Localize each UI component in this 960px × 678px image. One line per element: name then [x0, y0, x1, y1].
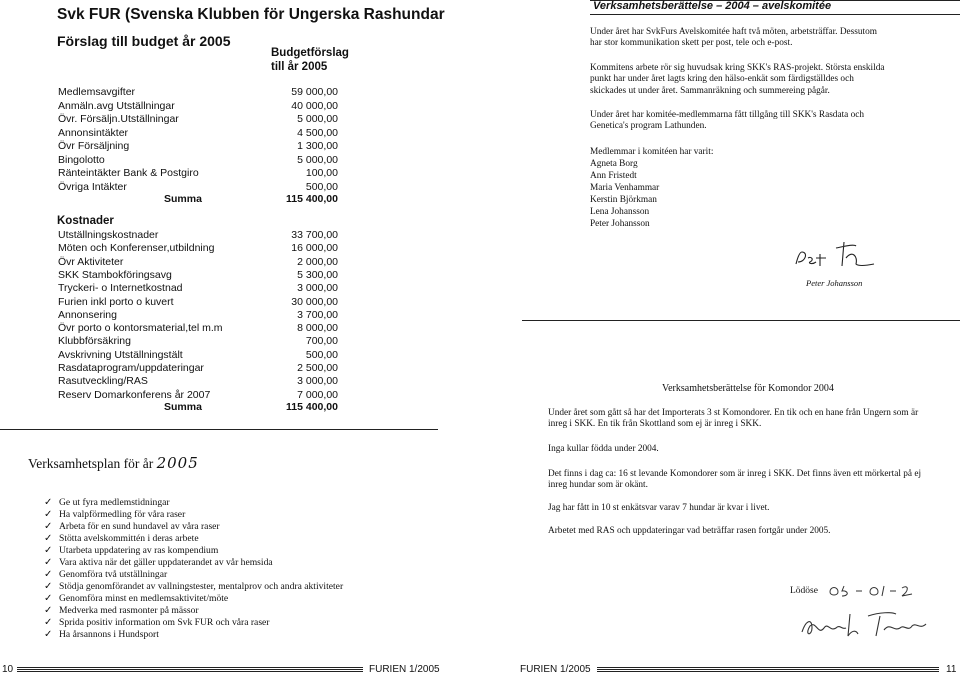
- plan-item-text: Arbeta för en sund hundavel av våra raser: [59, 521, 220, 532]
- plan-item-text: Ha valpförmedling för våra raser: [59, 509, 186, 520]
- cost-label: Avskrivning Utställningstält: [58, 348, 183, 361]
- costs-sum-value: 115 400,00: [286, 400, 338, 413]
- plan-year-handwritten: 2005: [156, 454, 199, 472]
- plan-item: [44, 521, 220, 533]
- checkmark-icon: ✓: [44, 497, 53, 508]
- budget-title: Svk FUR (Svenska Klubben för Ungerska Rashundar: [57, 6, 445, 23]
- cost-label: Klubbförsäkring: [58, 335, 131, 348]
- checkmark-icon: ✓: [44, 617, 53, 628]
- checkmark-icon: ✓: [44, 593, 53, 604]
- budget-subtitle: Förslag till budget år 2005: [57, 33, 231, 49]
- income-row: [58, 181, 338, 195]
- plan-item: [44, 509, 185, 521]
- left-footer-stripe: [17, 667, 363, 673]
- plan-item-text: Genomföra minst en medlemsaktivitet/möte: [59, 593, 229, 604]
- income-row: [58, 100, 338, 114]
- income-label: Medlemsavgifter: [58, 86, 136, 98]
- cost-value: 3 700,00: [297, 308, 338, 321]
- income-label: Övriga Intäkter: [58, 180, 127, 193]
- member-name: Kerstin Björkman: [590, 195, 657, 205]
- cost-value: 500,00: [305, 348, 338, 361]
- signature-peter: [790, 236, 890, 284]
- plan-item: [44, 545, 218, 557]
- signature-name: Peter Johansson: [806, 278, 863, 288]
- plan-item: [44, 605, 199, 617]
- plan-item: [44, 593, 228, 605]
- income-label: Anmäln.avg Utställningar: [58, 99, 175, 112]
- cost-row: [58, 229, 338, 243]
- avel-paragraph-1: Under året har SvkFurs Avelskomitée haft två möten, arbetsträffar. Dessutom har stor kommunikation skett per post, tele och e-post.: [590, 27, 878, 49]
- right-divider: [522, 320, 960, 321]
- checkmark-icon: ✓: [44, 629, 53, 640]
- plan-item-text: Stödja genomförandet av vallningstester, mentalprov och andra aktiviteter: [59, 581, 344, 592]
- cost-row: [58, 269, 338, 283]
- cost-label: Rasdataprogram/uppdateringar: [58, 362, 204, 374]
- cost-row: [58, 322, 338, 336]
- member-name: Peter Johansson: [590, 219, 650, 229]
- handwritten-date: [826, 580, 916, 600]
- komondor-paragraph-4: Jag har fått in 10 st enkätsvar varav 7 hundar är kvar i livet.: [548, 503, 770, 513]
- cost-row: [58, 256, 338, 270]
- income-row: [58, 113, 338, 127]
- budget-column-header-line2: till år 2005: [271, 61, 328, 73]
- checkmark-icon: ✓: [44, 605, 53, 616]
- income-sum-value: 115 400,00: [286, 193, 338, 205]
- costs-heading: Kostnader: [57, 215, 114, 227]
- plan-title: [28, 454, 199, 472]
- plan-item-text: Stötta avelskommittén i deras arbete: [59, 533, 199, 544]
- income-label: Annonsintäkter: [58, 126, 129, 139]
- cost-row: [58, 362, 338, 376]
- cost-label: SKK Stambokföringsavg: [58, 268, 172, 281]
- avel-paragraph-2: Kommitens arbete rör sig huvudsak kring SKK's RAS-projekt. Största enskilda punkt har under året lagts kring den hälso-enkät som färdigställdes och skickades ut under året. Sammanräkning och summereing pågår.: [590, 63, 885, 96]
- plan-item-text: Medverka med rasmonter på mässor: [59, 605, 199, 616]
- cost-value: 16 000,00: [291, 242, 338, 255]
- komondor-paragraph-2: Inga kullar födda under 2004.: [548, 444, 659, 454]
- member-name: Ann Fristedt: [590, 171, 637, 181]
- right-heading-rule: [590, 14, 960, 15]
- checkmark-icon: ✓: [44, 581, 53, 592]
- cost-label: Reserv Domarkonferens år 2007: [58, 388, 211, 401]
- income-row: [58, 167, 338, 181]
- komondor-paragraph-5: Arbetet med RAS och uppdateringar vad beträffar rasen fortgår under 2005.: [548, 526, 831, 536]
- plan-item-text: Vara aktiva när det gäller uppdaterandet av vår hemsida: [59, 557, 273, 568]
- cost-row: [58, 375, 338, 389]
- costs-sum-row: [58, 401, 338, 415]
- plan-item: [44, 533, 199, 545]
- cost-row: [58, 296, 338, 310]
- member-name: Lena Johansson: [590, 207, 650, 217]
- plan-item: [44, 581, 343, 593]
- cost-label: Tryckeri- o Internetkostnad: [58, 282, 183, 295]
- avel-paragraph-3: Under året har komitée-medlemmarna fått tillgång till SKK's Rasdata och Genetica's program Lathunden.: [590, 110, 865, 132]
- cost-value: 30 000,00: [291, 295, 338, 308]
- cost-row: [58, 282, 338, 296]
- plan-item: [44, 617, 270, 629]
- income-row: [58, 154, 338, 168]
- komondor-title: Verksamhetsberättelse för Komondor 2004: [662, 383, 834, 394]
- cost-value: 8 000,00: [297, 322, 338, 335]
- checkmark-icon: ✓: [44, 545, 53, 556]
- income-value: 40 000,00: [291, 99, 338, 112]
- signature-agneta: [796, 606, 936, 644]
- cost-row: [58, 335, 338, 349]
- cost-label: Möten och Konferenser,utbildning: [58, 242, 215, 255]
- income-value: 59 000,00: [291, 86, 338, 98]
- right-page-number: 11: [946, 664, 957, 675]
- cost-label: Utställningskostnader: [58, 229, 159, 241]
- income-row: [58, 86, 338, 100]
- komondor-paragraph-3: Det finns i dag ca: 16 st levande Komondorer som är inreg i SKK. Det finns även ett mörkertal på ej inreg hundar som är okänt.: [548, 469, 922, 491]
- right-footer-stripe: [597, 667, 939, 673]
- income-label: Övr. Försäljn.Utställningar: [58, 113, 179, 125]
- plan-item-text: Ge ut fyra medlemstidningar: [59, 497, 170, 508]
- komondor-paragraph-1: Under året som gått så har det Importerats 3 st Komondorer. En tik och en hane från Ungern som är inreg i SKK. En tik från Skottland som ej är inreg i SKK.: [548, 408, 919, 430]
- plan-item-text: Genomföra två utställningar: [59, 569, 168, 580]
- cost-value: 5 300,00: [297, 268, 338, 281]
- cost-row: [58, 242, 338, 256]
- plan-item-text: Utarbeta uppdatering av ras kompendium: [59, 545, 219, 556]
- income-label: Ränteintäkter Bank & Postgiro: [58, 167, 199, 179]
- income-value: 5 000,00: [297, 153, 338, 166]
- costs-sum-label: Summa: [164, 400, 202, 413]
- checkmark-icon: ✓: [44, 533, 53, 544]
- right-footer-title: FURIEN 1/2005: [520, 664, 591, 675]
- income-row: [58, 127, 338, 141]
- plan-item: [44, 497, 170, 509]
- income-value: 5 000,00: [297, 113, 338, 125]
- plan-item: [44, 557, 273, 569]
- cost-row: [58, 349, 338, 363]
- member-name: Agneta Borg: [590, 159, 638, 169]
- income-value: 1 300,00: [297, 140, 338, 152]
- checkmark-icon: ✓: [44, 521, 53, 532]
- cost-value: 3 000,00: [297, 375, 338, 388]
- member-name: Maria Venhammar: [590, 183, 660, 193]
- avel-heading: Verksamhetsberättelse – 2004 – avelskomitée: [593, 0, 832, 12]
- plan-item-text: Ha årsannons i Hundsport: [59, 629, 159, 640]
- cost-value: 2 500,00: [297, 362, 338, 374]
- income-label: Bingolotto: [58, 153, 105, 166]
- income-value: 100,00: [305, 167, 338, 179]
- income-value: 4 500,00: [297, 126, 338, 139]
- income-sum-row: [58, 193, 338, 207]
- cost-value: 2 000,00: [297, 255, 338, 268]
- budget-column-header-line1: Budgetförslag: [271, 47, 349, 59]
- checkmark-icon: ✓: [44, 569, 53, 580]
- cost-label: Övr porto o kontorsmaterial,tel m.m: [58, 322, 223, 335]
- plan-item: [44, 629, 159, 641]
- plan-title-text: Verksamhetsplan för år: [28, 456, 154, 471]
- left-divider: [0, 429, 438, 430]
- income-sum-label: Summa: [164, 193, 202, 205]
- cost-row: [58, 309, 338, 323]
- budget-column-header: [271, 46, 349, 74]
- cost-label: Furien inkl porto o kuvert: [58, 295, 174, 308]
- income-row: [58, 140, 338, 154]
- income-label: Övr Försäljning: [58, 140, 130, 152]
- cost-value: 700,00: [305, 335, 338, 348]
- cost-value: 3 000,00: [297, 282, 338, 295]
- plan-item: [44, 569, 167, 581]
- checkmark-icon: ✓: [44, 509, 53, 520]
- cost-value: 7 000,00: [297, 388, 338, 401]
- komondor-place: Lödöse: [790, 586, 818, 596]
- cost-value: 33 700,00: [291, 229, 338, 241]
- members-heading: Medlemmar i komitéen har varit:: [590, 147, 714, 157]
- income-value: 500,00: [305, 180, 338, 193]
- plan-item-text: Sprida positiv information om Svk FUR och våra raser: [59, 617, 270, 628]
- cost-label: Övr Aktiviteter: [58, 255, 124, 268]
- cost-label: Rasutveckling/RAS: [58, 375, 148, 388]
- left-footer-title: FURIEN 1/2005: [369, 664, 440, 675]
- checkmark-icon: ✓: [44, 557, 53, 568]
- left-page-number: 10: [2, 664, 14, 675]
- cost-label: Annonsering: [58, 308, 117, 321]
